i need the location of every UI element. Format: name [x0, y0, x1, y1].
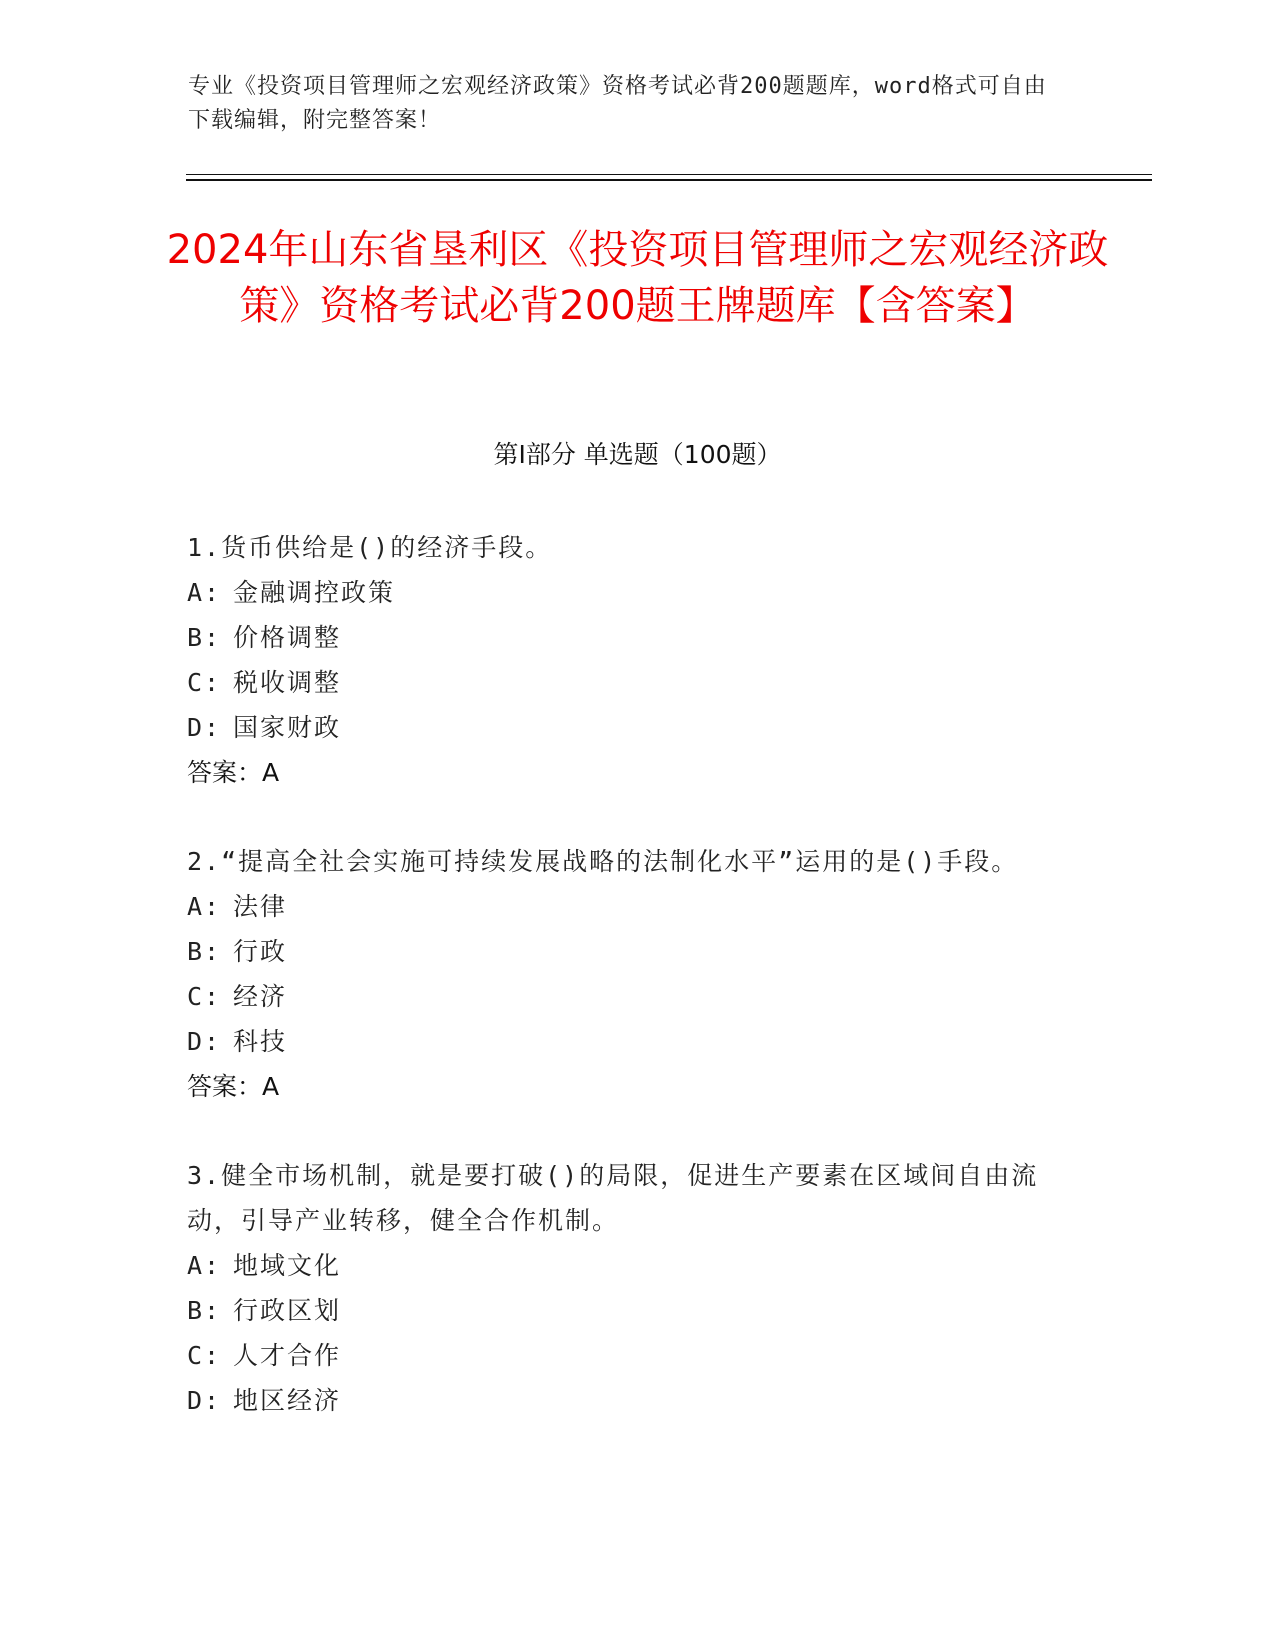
- question-stem: 1.货币供给是()的经济手段。: [187, 533, 553, 562]
- option-text: 人才合作: [233, 1341, 342, 1370]
- option-c: [187, 660, 1067, 705]
- document-title: 2024年山东省垦利区《投资项目管理师之宏观经济政策》资格考试必背200题王牌题库【含答案】: [166, 227, 1109, 329]
- section-title: 第Ⅰ部分 单选题（100题）: [493, 440, 782, 469]
- question-stem: 2.“提高全社会实施可持续发展战略的法制化水平”运用的是()手段。: [187, 847, 1019, 876]
- option-text: 金融调控政策: [233, 578, 396, 607]
- option-a: [187, 1243, 1067, 1288]
- option-text: 国家财政: [233, 713, 342, 742]
- answer-line: [187, 750, 1067, 795]
- option-a: [187, 570, 1067, 615]
- option-b: [187, 1288, 1067, 1333]
- question-2: [187, 839, 1067, 1109]
- option-letter: C:: [187, 982, 222, 1011]
- option-text: 税收调整: [233, 668, 342, 697]
- question-1: [187, 525, 1067, 795]
- option-text: 法律: [233, 892, 288, 921]
- option-letter: B:: [187, 1296, 222, 1325]
- header-note: 专业《投资项目管理师之宏观经济政策》资格考试必背200题题库，word格式可自由下载编辑，附完整答案！: [188, 74, 1047, 133]
- answer-value: A: [262, 1072, 280, 1101]
- option-d: [187, 705, 1067, 750]
- option-letter: C:: [187, 1341, 222, 1370]
- option-letter: A:: [187, 1251, 222, 1280]
- option-d: [187, 1378, 1067, 1423]
- option-letter: B:: [187, 623, 222, 652]
- option-b: [187, 615, 1067, 660]
- header-rule-thick: [186, 179, 1152, 181]
- answer-prefix: 答案：: [187, 758, 263, 787]
- answer-value: A: [262, 758, 280, 787]
- option-letter: B:: [187, 937, 222, 966]
- question-stem: 3.健全市场机制，就是要打破()的局限，促进生产要素在区域间自由流动，引导产业转移，健全合作机制。: [187, 1161, 1039, 1235]
- option-text: 经济: [233, 982, 288, 1011]
- option-letter: D:: [187, 1386, 222, 1415]
- header-rule-thin: [186, 174, 1152, 175]
- question-list: [187, 525, 1067, 1467]
- option-letter: D:: [187, 713, 222, 742]
- option-text: 价格调整: [233, 623, 342, 652]
- option-text: 科技: [233, 1027, 288, 1056]
- question-3: [187, 1153, 1067, 1423]
- option-letter: D:: [187, 1027, 222, 1056]
- option-text: 地域文化: [233, 1251, 342, 1280]
- option-text: 地区经济: [233, 1386, 342, 1415]
- option-b: [187, 929, 1067, 974]
- option-letter: C:: [187, 668, 222, 697]
- option-letter: A:: [187, 578, 222, 607]
- option-c: [187, 1333, 1067, 1378]
- option-c: [187, 974, 1067, 1019]
- option-text: 行政: [233, 937, 288, 966]
- option-text: 行政区划: [233, 1296, 342, 1325]
- option-a: [187, 884, 1067, 929]
- answer-prefix: 答案：: [187, 1072, 263, 1101]
- option-letter: A:: [187, 892, 222, 921]
- option-d: [187, 1019, 1067, 1064]
- answer-line: [187, 1064, 1067, 1109]
